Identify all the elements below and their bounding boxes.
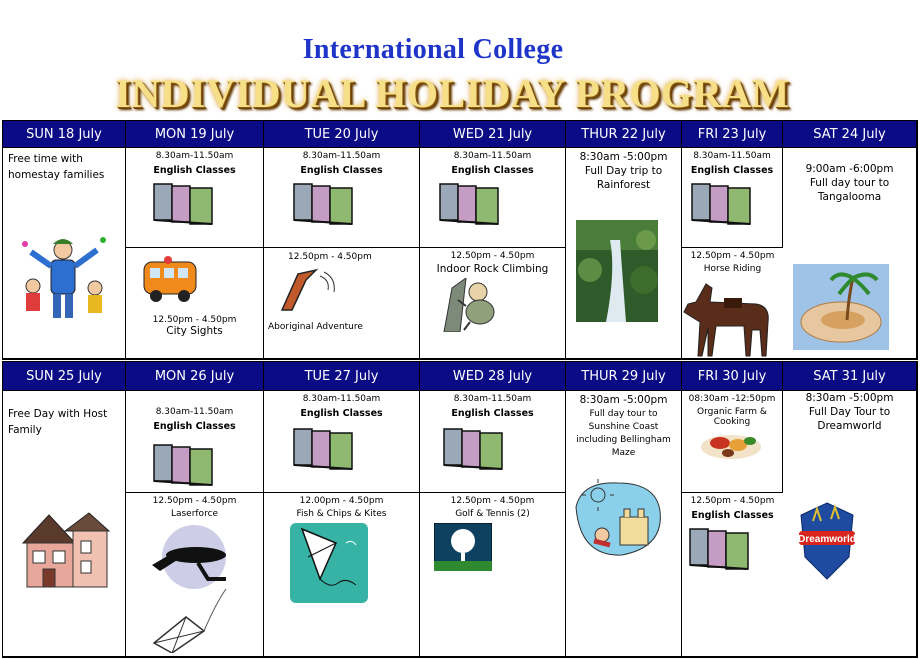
books-icon (152, 439, 218, 489)
books-icon (152, 178, 218, 228)
sat-cell (783, 391, 917, 657)
family-clipart-icon (17, 234, 109, 322)
activity-text: Indoor Rock Climbing (436, 263, 549, 275)
day-header: TUE 20 July (264, 121, 420, 148)
books-icon (690, 178, 756, 228)
activity-text: English Classes (153, 421, 236, 432)
time-text: 9:00am -6:00pm (805, 163, 894, 175)
thu-cell (566, 391, 682, 657)
time-text: 08:30am -12:50pm (688, 394, 776, 404)
books-icon (688, 523, 754, 573)
activity-text: Full day tour to Tangalooma (809, 177, 890, 203)
day-header: SUN 25 July (3, 362, 126, 391)
books-icon (442, 423, 508, 473)
fri-pm-cell (682, 248, 783, 359)
activity-text: Full Day Tour to Dreamworld (808, 406, 891, 432)
beach-icon (572, 477, 664, 561)
activity-text: Free Day with Host Family (8, 408, 108, 436)
golf-ball-icon (434, 523, 492, 571)
week2-table (2, 361, 918, 658)
day-header: SAT 31 July (783, 362, 917, 391)
tue-am-cell (264, 148, 420, 248)
fri-pm-cell (682, 493, 783, 657)
day-header: WED 28 July (420, 362, 566, 391)
time-text: 8.30am-11.50am (155, 151, 234, 161)
mon-pm-cell (126, 493, 264, 657)
activity-text: English Classes (451, 165, 534, 176)
day-header: THUR 29 July (566, 362, 682, 391)
day-header: SUN 18 July (3, 121, 126, 148)
program-title: INDIVIDUAL HOLIDAY PROGRAM (115, 71, 790, 116)
fri-am-cell (682, 148, 783, 248)
house-icon (19, 509, 113, 589)
time-text: 12.50pm - 4.50pm (690, 251, 775, 261)
sat-cell (783, 148, 917, 359)
day-header: WED 21 July (420, 121, 566, 148)
time-text: 8.30am-11.50am (302, 151, 381, 161)
time-text: 12.50pm - 4.50pm (690, 496, 775, 506)
thu-cell (566, 148, 682, 359)
time-text: 12.50pm - 4.50pm (450, 496, 535, 506)
tue-pm-cell (264, 493, 420, 657)
time-text: 8.30am-11.50am (155, 407, 234, 417)
time-text: 8.30am-11.50am (693, 151, 771, 161)
books-icon (292, 178, 358, 228)
dreamworld-logo-icon (797, 501, 857, 581)
kite-icon (290, 523, 368, 603)
day-header: FRI 30 July (682, 362, 783, 391)
wed-pm-cell (420, 493, 566, 657)
time-text: 8:30am -5:00pm (805, 392, 894, 404)
mon-am-cell (126, 148, 264, 248)
activity-text: English Classes (300, 165, 383, 176)
fri-am-cell (682, 391, 783, 493)
books-icon (292, 423, 358, 473)
activity-text: Laserforce (170, 509, 219, 519)
laserforce-kite-icon (146, 523, 238, 653)
day-header: MON 19 July (126, 121, 264, 148)
activity-text: Aboriginal Adventure (268, 322, 363, 332)
day-header: MON 26 July (126, 362, 264, 391)
bus-icon (142, 254, 200, 306)
college-title: International College (302, 34, 564, 65)
wed-pm-cell (420, 248, 566, 359)
food-icon (698, 423, 764, 463)
wed-am-cell (420, 391, 566, 493)
activity-text: English Classes (153, 165, 236, 176)
time-text: 12.50pm - 4.50pm (152, 496, 237, 506)
time-text: 12.50pm - 4.50pm (152, 315, 237, 325)
rock-climber-icon (442, 278, 502, 332)
activity-text: English Classes (691, 510, 774, 521)
tue-am-cell (264, 391, 420, 493)
activity-text: Fish & Chips & Kites (296, 509, 387, 519)
time-text: 12.00pm - 4.50pm (299, 496, 384, 506)
day-header: TUE 27 July (264, 362, 420, 391)
day-header: SAT 24 July (783, 121, 917, 148)
sun-cell (3, 148, 126, 359)
mon-am-cell (126, 391, 264, 493)
time-text: 12.50pm - 4.50pm (288, 252, 372, 262)
time-text: 8.30am-11.50am (453, 394, 532, 404)
svg-text:Dreamworld: Dreamworld (798, 534, 856, 545)
day-header: FRI 23 July (682, 121, 783, 148)
activity-text: City Sights (166, 325, 223, 337)
time-text: 8:30am -5:00pm (579, 151, 668, 163)
books-icon (438, 178, 504, 228)
activity-text: Golf & Tennis (2) (455, 509, 530, 519)
horse-icon (682, 276, 782, 358)
activity-text: Full Day trip to Rainforest (584, 165, 663, 191)
time-text: 8:30am -5:00pm (579, 394, 668, 406)
island-icon (793, 264, 889, 350)
tue-pm-cell (264, 248, 420, 359)
time-text: 12.50pm - 4.50pm (450, 251, 535, 261)
activity-text: English Classes (690, 165, 774, 176)
time-text: 8.30am-11.50am (453, 151, 532, 161)
activity-text: Horse Riding (703, 264, 762, 274)
time-text: 8.30am-11.50am (302, 394, 381, 404)
activity-text: Organic Farm & Cooking (697, 407, 767, 427)
week1-table (2, 120, 918, 360)
activity-text: English Classes (300, 408, 383, 419)
mon-pm-cell (126, 248, 264, 359)
rainforest-photo-icon (576, 220, 658, 322)
sun-cell (3, 391, 126, 657)
activity-text: Full day tour to Sunshine Coast including Bellingham Maze (576, 409, 671, 458)
day-header: THUR 22 July (566, 121, 682, 148)
wed-am-cell (420, 148, 566, 248)
activity-text: English Classes (451, 408, 534, 419)
boomerang-icon (276, 266, 336, 316)
activity-text: Free time with homestay families (8, 153, 105, 181)
